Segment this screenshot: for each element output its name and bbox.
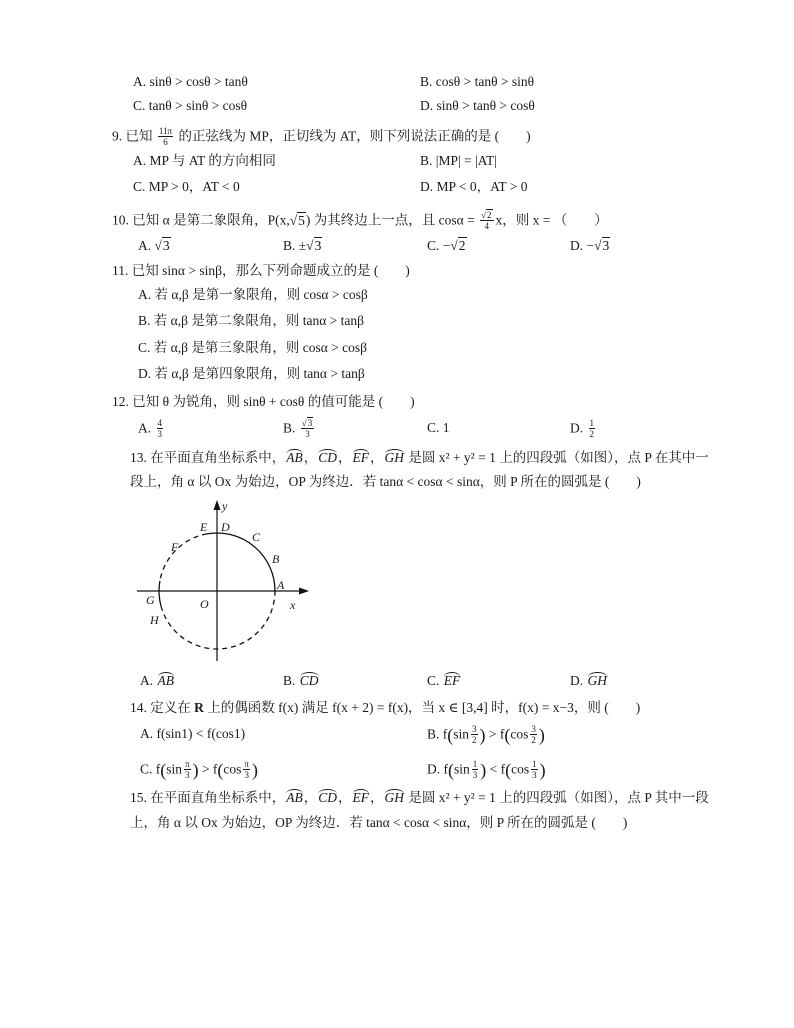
q13-option-a-label: A. xyxy=(140,673,157,688)
q13-option-d xyxy=(570,672,608,690)
q9-option-c: C. MP > 0，AT < 0 xyxy=(133,179,240,194)
q13-option-c-label: C. xyxy=(427,673,443,688)
q12-option-b xyxy=(283,419,316,437)
q14-option-d-fraction xyxy=(531,759,538,780)
q14-option-c-fn: cos xyxy=(223,761,242,777)
q14-option-b-paren: ( xyxy=(504,724,511,745)
q14-option-d-paren: ) xyxy=(539,759,546,780)
q9-option-d: D. MP < 0，AT > 0 xyxy=(420,179,528,194)
q14-real-numbers-symbol: R xyxy=(194,700,204,715)
q14-option-b xyxy=(427,725,545,743)
q14-option-d-numerator: 1 xyxy=(532,759,537,769)
q10-fraction-numerator xyxy=(480,210,493,221)
q13-stem-line1 xyxy=(130,449,709,467)
q13-arc-cd: CD xyxy=(318,450,338,465)
q10-option-d-label: D. − xyxy=(570,238,595,253)
q14-option-c-fraction xyxy=(184,759,191,780)
q12-option-d-denominator: 2 xyxy=(589,429,594,439)
q9-option-a: A. MP 与 AT 的方向相同 xyxy=(133,153,276,168)
q10-option-c-radicand: 2 xyxy=(458,238,466,253)
q13-stem-text: 13. 在平面直角坐标系中， xyxy=(130,450,286,465)
q14-option-d-paren: ( xyxy=(505,759,512,780)
q10-option-a-label: A. xyxy=(138,238,155,253)
q10-option-d-radicand: 3 xyxy=(602,238,610,253)
y-axis-arrow xyxy=(214,500,221,510)
q10-fraction-numerator-radicand: 2 xyxy=(487,210,492,220)
q14-option-d-paren: ) xyxy=(480,759,487,780)
solid-arc-left xyxy=(159,581,161,606)
q14-stem xyxy=(130,699,640,717)
q8-option-b: B. cosθ > tanθ > sinθ xyxy=(420,74,535,89)
unit-circle-figure xyxy=(130,495,315,667)
label-C: C xyxy=(252,530,261,544)
q14-option-d-numerator: 1 xyxy=(472,759,478,769)
q14-option-c-denominator: 3 xyxy=(185,770,190,780)
q8-option-a: A. sinθ > cosθ > tanθ xyxy=(133,74,248,89)
q13-option-b-arc: CD xyxy=(299,673,319,688)
q9-option-b: B. |MP| = |AT| xyxy=(420,153,497,168)
q10-stem-part2: ) 为其终边上一点，且 cosα = xyxy=(305,212,479,228)
q14-option-c-numerator: π xyxy=(244,759,249,769)
q12-option-b-label: B. xyxy=(283,420,299,436)
q10-stem-part1: 10. 已知 α 是第二象限角，P(x, xyxy=(112,212,290,228)
q12-option-b-fraction xyxy=(301,418,314,439)
q10-option-b-sqrt xyxy=(306,237,322,253)
q12-option-a-numerator: 4 xyxy=(157,418,162,428)
label-O: O xyxy=(200,597,209,611)
label-D: D xyxy=(221,520,230,534)
q12-stem: 12. 已知 θ 为锐角，则 sinθ + cosθ 的值可能是 ( ) xyxy=(112,394,415,409)
q13-option-a xyxy=(140,672,175,690)
q10-option-c-sqrt xyxy=(450,237,466,253)
q14-option-b-denominator: 2 xyxy=(531,735,536,745)
q14-option-b-mid: > f xyxy=(485,726,505,742)
label-B: B xyxy=(272,552,280,566)
x-axis-arrow xyxy=(299,588,309,595)
q14-option-d-fn: cos xyxy=(511,761,530,777)
q10-option-d xyxy=(570,237,610,255)
dashed-arc-lower xyxy=(161,591,275,649)
label-x-axis: x xyxy=(290,598,296,612)
q12-option-a xyxy=(138,419,165,437)
q12-option-b-numerator-radicand: 3 xyxy=(307,418,313,428)
label-y-axis: y xyxy=(222,499,228,513)
q12-option-c: C. 1 xyxy=(427,420,450,435)
q9-stem xyxy=(112,127,531,145)
q13-stem-text: 是圆 x² + y² = 1 上的四段弧（如图），点 P 在其中一 xyxy=(405,450,709,465)
q11-option-d: D. 若 α,β 是第四象限角，则 tanα > tanβ xyxy=(138,366,365,381)
q15-arc-cd: CD xyxy=(318,790,338,805)
q13-stem-line2: 段上，角 α 以 Ox 为始边，OP 为终边．若 tanα < cosα < sinα，则 P 所在的圆弧是 ( ) xyxy=(130,474,641,489)
q13-option-a-arc: AB xyxy=(157,673,174,688)
q12-option-b-numerator xyxy=(301,418,314,429)
q14-option-c-denominator: 3 xyxy=(244,770,249,780)
q8-option-d: D. sinθ > tanθ > cosθ xyxy=(420,98,535,113)
q14-option-c-paren: ( xyxy=(160,759,167,780)
q15-comma: ， xyxy=(303,790,318,805)
q12-option-d xyxy=(570,419,597,437)
q14-option-d-fn: sin xyxy=(454,761,470,777)
q14-option-b-denominator: 2 xyxy=(472,735,477,745)
q14-option-b-fn: cos xyxy=(510,726,529,742)
q12-option-a-label: A. xyxy=(138,420,155,436)
q12-option-d-numerator: 1 xyxy=(589,418,594,428)
q14-option-d-denominator: 3 xyxy=(532,770,537,780)
q14-option-b-numerator: 3 xyxy=(472,724,477,734)
q14-option-b-lead: B. f xyxy=(427,726,448,742)
q9-fraction-denominator: 6 xyxy=(163,137,168,147)
q10-option-b-label: B. ± xyxy=(283,238,307,253)
q15-comma: ， xyxy=(370,790,384,805)
q14-option-b-paren: ( xyxy=(447,724,454,745)
q14-option-d-fraction xyxy=(472,759,479,780)
q12-option-d-fraction xyxy=(589,418,596,439)
q12-option-d-label: D. xyxy=(570,420,587,436)
q13-option-b-label: B. xyxy=(283,673,299,688)
q10-sqrt-5 xyxy=(290,212,306,228)
dashed-arc-upper-left xyxy=(160,534,207,581)
q10-stem xyxy=(112,211,608,229)
q13-comma: ， xyxy=(338,450,352,465)
q14-option-b-fn: sin xyxy=(453,726,470,742)
label-E: E xyxy=(200,520,208,534)
q14-option-c-numerator: π xyxy=(185,759,190,769)
q11-option-c: C. 若 α,β 是第三象限角，则 cosα > cosβ xyxy=(138,340,367,355)
q10-stem-part3: x，则 x = （ ） xyxy=(495,212,608,228)
q14-option-c-paren: ( xyxy=(217,759,224,780)
q13-comma: ， xyxy=(303,450,318,465)
q12-option-b-denominator: 3 xyxy=(305,429,310,439)
q14-option-a: A. f(sin1) < f(cos1) xyxy=(140,726,246,741)
q14-option-b-numerator: 3 xyxy=(531,724,536,734)
q15-stem-line2: 上，角 α 以 Ox 为始边，OP 为终边．若 tanα < cosα < sinα，则 P 所在的圆弧是 ( ) xyxy=(130,815,628,830)
q14-stem-part1: 14. 定义在 xyxy=(130,700,195,715)
q14-option-c xyxy=(140,760,258,778)
q15-stem-line1 xyxy=(130,789,709,807)
label-F: F xyxy=(171,540,179,554)
q14-option-b-fraction xyxy=(471,724,478,745)
q13-option-b xyxy=(283,672,320,690)
q12-option-a-denominator: 3 xyxy=(157,429,162,439)
q10-fraction-denominator: 4 xyxy=(484,221,490,231)
q14-option-d-mid: < f xyxy=(486,761,506,777)
q15-comma: ， xyxy=(338,790,352,805)
q9-stem-suffix: 的正弦线为 MP，正切线为 AT，则下列说法正确的是 ( ) xyxy=(175,128,531,144)
q14-option-c-fn: sin xyxy=(166,761,183,777)
q14-option-d-lead: D. f xyxy=(427,761,448,777)
q10-option-b-radicand: 3 xyxy=(314,238,322,253)
q13-option-d-label: D. xyxy=(570,673,587,688)
q14-option-b-paren: ) xyxy=(538,724,545,745)
q11-option-b: B. 若 α,β 是第二象限角，则 tanα > tanβ xyxy=(138,313,364,328)
q10-option-b xyxy=(283,237,322,255)
q11-option-a: A. 若 α,β 是第一象限角，则 cosα > cosβ xyxy=(138,287,368,302)
q13-arc-gh: GH xyxy=(384,450,405,465)
q14-option-b-fraction xyxy=(530,724,537,745)
q13-option-d-arc: GH xyxy=(587,673,607,688)
q14-option-c-lead: C. f xyxy=(140,761,161,777)
q12-option-a-fraction xyxy=(157,418,164,439)
q15-arc-ab: AB xyxy=(286,790,303,805)
q8-option-c: C. tanθ > sinθ > cosθ xyxy=(133,98,248,113)
q14-option-b-paren: ) xyxy=(479,724,486,745)
label-A: A xyxy=(277,578,285,592)
q10-option-c xyxy=(427,237,467,255)
q9-fraction xyxy=(158,126,173,147)
q9-stem-prefix: 9. 已知 xyxy=(112,128,156,144)
q10-sqrt-radicand: 5 xyxy=(298,212,305,228)
q14-option-d-denominator: 3 xyxy=(472,770,478,780)
q14-option-d xyxy=(427,760,546,778)
q10-option-a xyxy=(138,237,171,255)
q13-option-c-arc: EF xyxy=(443,673,461,688)
q15-arc-ef: EF xyxy=(352,790,370,805)
q15-stem-text: 是圆 x² + y² = 1 上的四段弧（如图），点 P 其中一段 xyxy=(405,790,709,805)
q13-arc-ab: AB xyxy=(286,450,303,465)
q13-option-c xyxy=(427,672,461,690)
label-G: G xyxy=(146,593,155,607)
q14-stem-part2: 上的偶函数 f(x) 满足 f(x + 2) = f(x)，当 x ∈ [3,4] 时，f(x) = x−3，则 ( ) xyxy=(203,700,641,715)
q15-stem-text: 15. 在平面直角坐标系中， xyxy=(130,790,286,805)
q15-arc-gh: GH xyxy=(384,790,405,805)
q13-arc-ef: EF xyxy=(352,450,370,465)
q10-option-a-radicand: 3 xyxy=(162,238,170,253)
q14-option-d-paren: ( xyxy=(448,759,454,780)
q14-option-c-mid: > f xyxy=(198,761,218,777)
q10-option-a-sqrt xyxy=(155,237,171,253)
q10-option-d-sqrt xyxy=(594,237,610,253)
label-H: H xyxy=(150,613,159,627)
q9-fraction-numerator: 11π xyxy=(158,126,173,136)
q10-fraction xyxy=(480,210,493,231)
q10-option-c-label: C. − xyxy=(427,238,451,253)
q14-option-c-fraction xyxy=(243,759,250,780)
q13-comma: ， xyxy=(370,450,384,465)
q14-option-c-paren: ) xyxy=(251,759,258,780)
q14-option-c-paren: ) xyxy=(192,759,199,780)
q11-stem: 11. 已知 sinα > sinβ，那么下列命题成立的是 ( ) xyxy=(112,263,410,278)
